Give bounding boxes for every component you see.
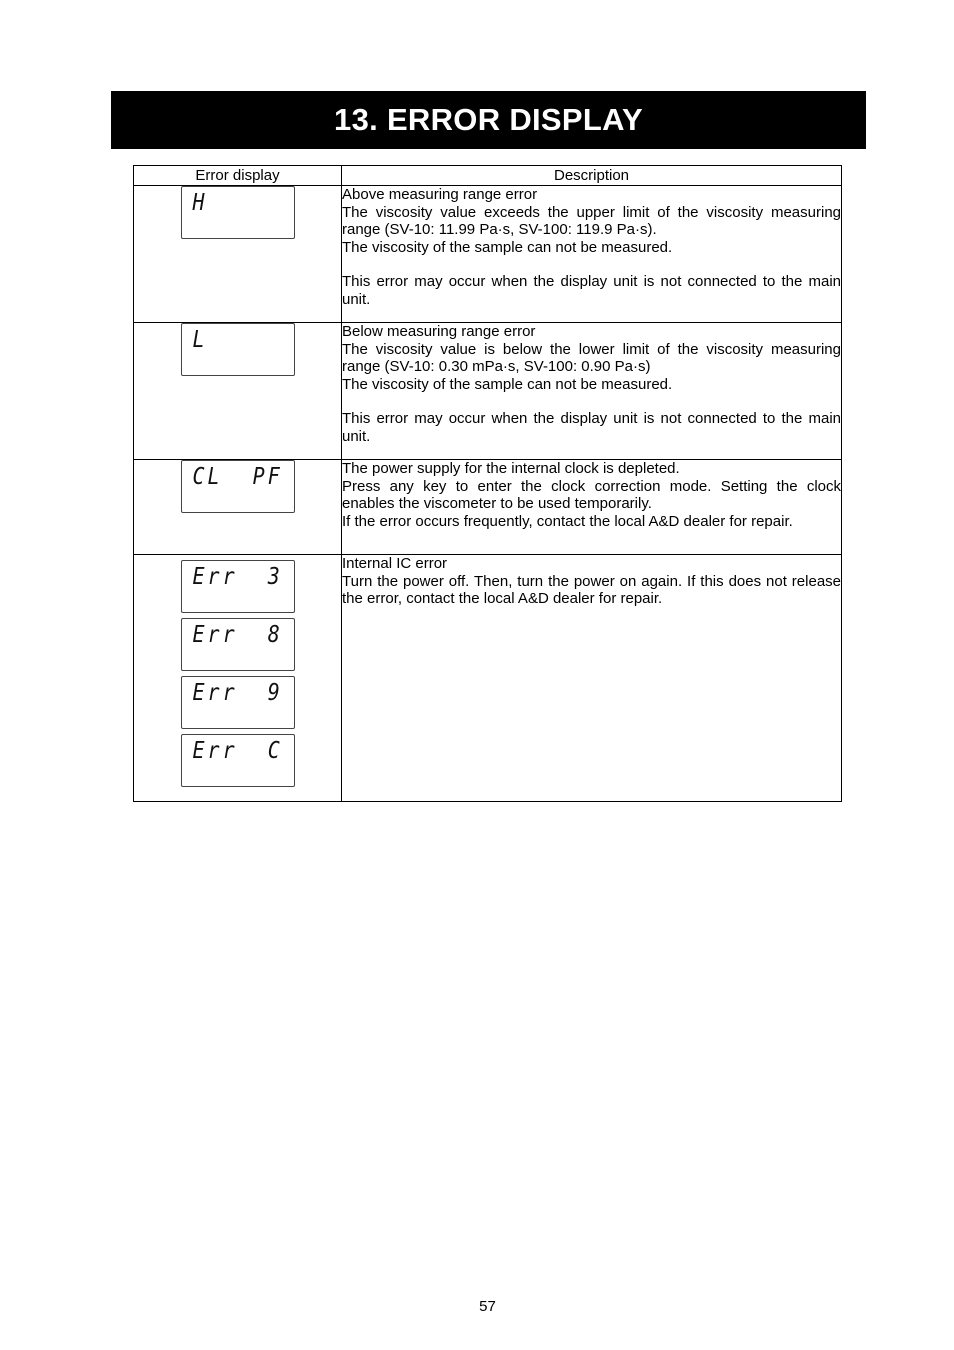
description-text: The viscosity value exceeds the upper limit of the viscosity measuring range (SV-10: 11.99 Pa·s, SV-100: 119.9 Pa·s). bbox=[342, 203, 841, 238]
error-display-table bbox=[133, 165, 842, 802]
table-header-row bbox=[134, 166, 842, 186]
lcd-display-l: L bbox=[181, 323, 295, 376]
description-cell bbox=[342, 460, 842, 555]
description-cell bbox=[342, 555, 842, 802]
header-error-display: Error display bbox=[134, 166, 342, 186]
error-display-cell bbox=[134, 555, 342, 802]
description-cell bbox=[342, 323, 842, 460]
description-cell bbox=[342, 186, 842, 323]
header-description: Description bbox=[342, 166, 842, 186]
lcd-display-clpf: CL PF bbox=[181, 460, 295, 513]
table-row bbox=[134, 323, 842, 460]
lcd-display-h: H bbox=[181, 186, 295, 239]
error-name: Above measuring range error bbox=[342, 186, 538, 203]
table-row bbox=[134, 460, 842, 555]
description-text: Turn the power off. Then, turn the power on again. If this does not release the error, contact the local A&D dealer for repair. bbox=[342, 572, 841, 607]
description-text: The viscosity of the sample can not be measured. bbox=[342, 375, 673, 393]
description-text: If the error occurs frequently, contact the local A&D dealer for repair. bbox=[342, 512, 793, 530]
lcd-display-err8: Err 8 bbox=[181, 618, 295, 671]
description-text: The viscosity value is below the lower limit of the viscosity measuring range (SV-10: 0.30 mPa·s, SV-100: 0.90 Pa·s) bbox=[342, 340, 841, 375]
description-note: This error may occur when the display unit is not connected to the main unit. bbox=[342, 410, 841, 445]
error-display-cell bbox=[134, 460, 342, 555]
description-text: Press any key to enter the clock correction mode. Setting the clock enables the viscometer to be used temporarily. bbox=[342, 477, 841, 512]
section-title-bar bbox=[111, 91, 866, 149]
page-number: 57 bbox=[479, 1298, 496, 1315]
description-text: The power supply for the internal clock is depleted. bbox=[342, 460, 680, 477]
section-title: 13. ERROR DISPLAY bbox=[334, 102, 643, 137]
table-row bbox=[134, 555, 842, 802]
error-name: Below measuring range error bbox=[342, 323, 536, 340]
description-note: This error may occur when the display unit is not connected to the main unit. bbox=[342, 273, 841, 308]
error-display-cell bbox=[134, 323, 342, 460]
error-name: Internal IC error bbox=[342, 555, 448, 572]
table-row bbox=[134, 186, 842, 323]
description-text: The viscosity of the sample can not be measured. bbox=[342, 238, 673, 256]
error-display-cell bbox=[134, 186, 342, 323]
lcd-display-errc: Err C bbox=[181, 734, 295, 787]
lcd-display-err3: Err 3 bbox=[181, 560, 295, 613]
lcd-display-err9: Err 9 bbox=[181, 676, 295, 729]
